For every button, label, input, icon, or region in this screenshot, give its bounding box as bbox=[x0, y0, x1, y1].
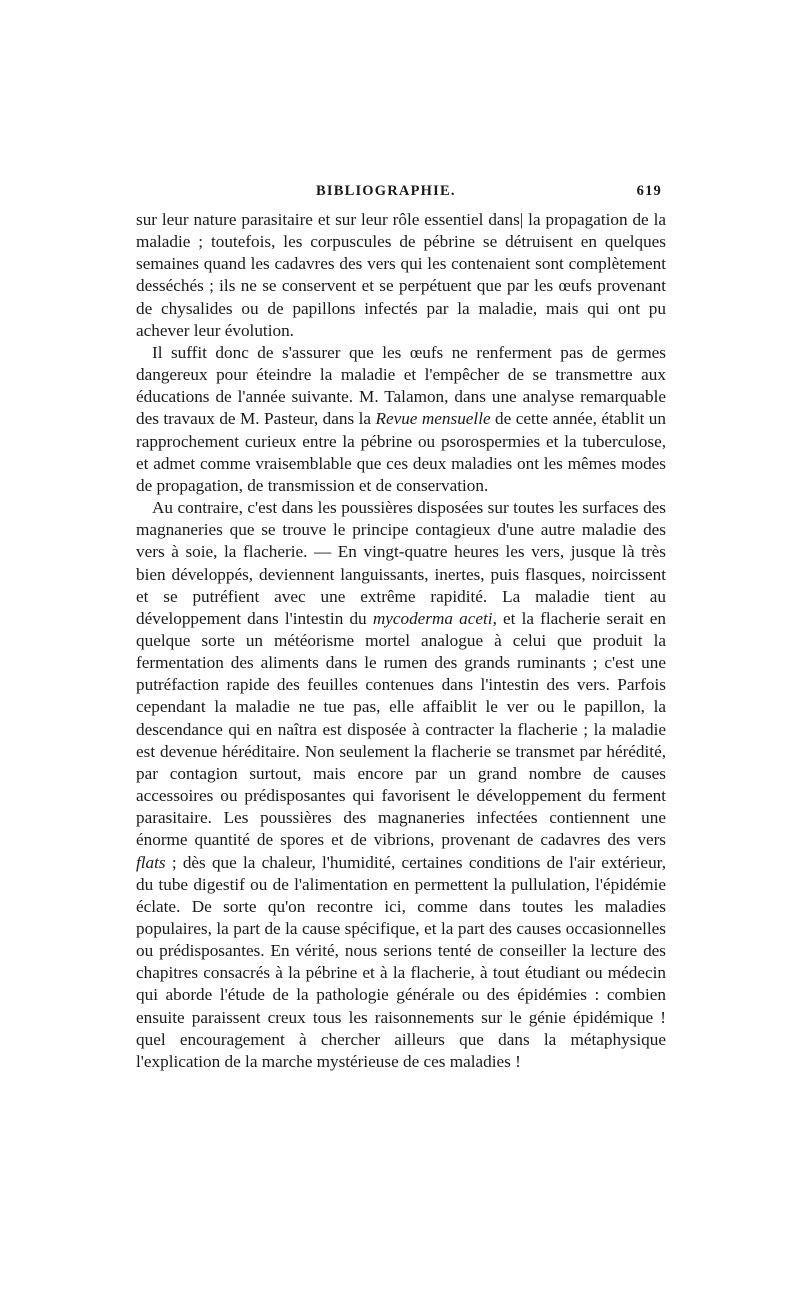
page-number: 619 bbox=[636, 183, 662, 199]
body-text bbox=[136, 209, 666, 1073]
running-head bbox=[136, 183, 666, 207]
paragraph-flacherie bbox=[136, 497, 666, 1073]
italic-term: flats bbox=[136, 852, 166, 872]
running-title: BIBLIOGRAPHIE. bbox=[316, 183, 456, 199]
paragraph-text: sur leur nature parasitaire et sur leur rôle essentiel dans| la propagation de la maladie ; toutefois, les corpuscules de pébrine se détruisent en quelques semaines quand les cadavres des vers qui les contenaient sont complètement desséchés ; ils ne se conservent et se perpétuent que par les œufs provenant de chysalides ou de papillons infectés par la maladie, mais qui ont pu achever leur évolution. bbox=[136, 210, 666, 340]
paragraph-text: de cette année, établit un rapprochement curieux entre la pébrine ou psorospermies et la tuberculose, et admet comme vraisemblable que ces deux maladies ont les mêmes modes de propagation, de transmission et de conservation. bbox=[136, 409, 666, 495]
paragraph-text: ; dès que la chaleur, l'humidité, certaines conditions de l'air extérieur, du tube digestif ou de l'alimentation en permettent la pullulation, l'épidémie éclate. De sorte qu'on recontre ici, comme dans toutes les maladies populaires, la part de la cause spécifique, et la part des causes occasionnelles ou prédisposantes. En vérité, nous serions tenté de conseiller la lecture des chapitres consacrés à la pébrine et à la flacherie, à tout étudiant ou médecin qui aborde l'étude de la pathologie générale ou des épidémies : combien ensuite paraissent creux tous les raisonnements sur le génie épidémique ! quel encouragement à chercher ailleurs que dans la métaphysique l'explication de la marche mystérieuse de ces maladies ! bbox=[136, 852, 666, 1071]
paragraph-continuation bbox=[136, 209, 666, 342]
paragraph-text: Au contraire, c'est dans les poussières disposées sur toutes les surfaces des magnaneries que se trouve le principe contagieux d'une autre maladie des vers à soie, la flacherie. — En vingt-quatre heures les vers, jusque là très bien développés, deviennent languissants, inertes, puis flasques, noircissent et se putréfient avec une extrême rapidité. La maladie tient au développement dans l'intestin du bbox=[136, 498, 666, 628]
paragraph-pebrine-prevention bbox=[136, 342, 666, 497]
paragraph-text: Il suffit donc de s'assurer que les œufs ne renferment pas de germes dangereux pour éteindre la maladie et l'empêcher de se transmettre aux éducations de l'année suivante. M. Talamon, dans une analyse remarquable des travaux de M. Pasteur, dans la bbox=[136, 342, 666, 429]
paragraph-text: , et la flacherie serait en quelque sorte un météorisme mortel analogue à celui que produit la fermentation des aliments dans le rumen des grands ruminants ; c'est une putréfaction rapide des feuilles contenues dans l'intestin des vers. Parfois cependant la maladie ne tue pas, elle affaiblit le ver ou le papillon, la descendance qui en naîtra est disposée à contracter la flacherie ; la maladie est devenue héréditaire. Non seulement la flacherie se transmet par hérédité, par contagion surtout, mais encore par un grand nombre de causes accessoires ou prédisposantes qui favorisent le développement du ferment parasitaire. Les poussières des magnaneries infectées contiennent une énorme quantité de spores et de vibrions, provenant de cadavres des vers bbox=[136, 608, 667, 850]
journal-title: Revue mensuelle bbox=[375, 409, 491, 429]
book-page bbox=[136, 183, 666, 1073]
species-name: mycoderma aceti bbox=[372, 608, 493, 628]
